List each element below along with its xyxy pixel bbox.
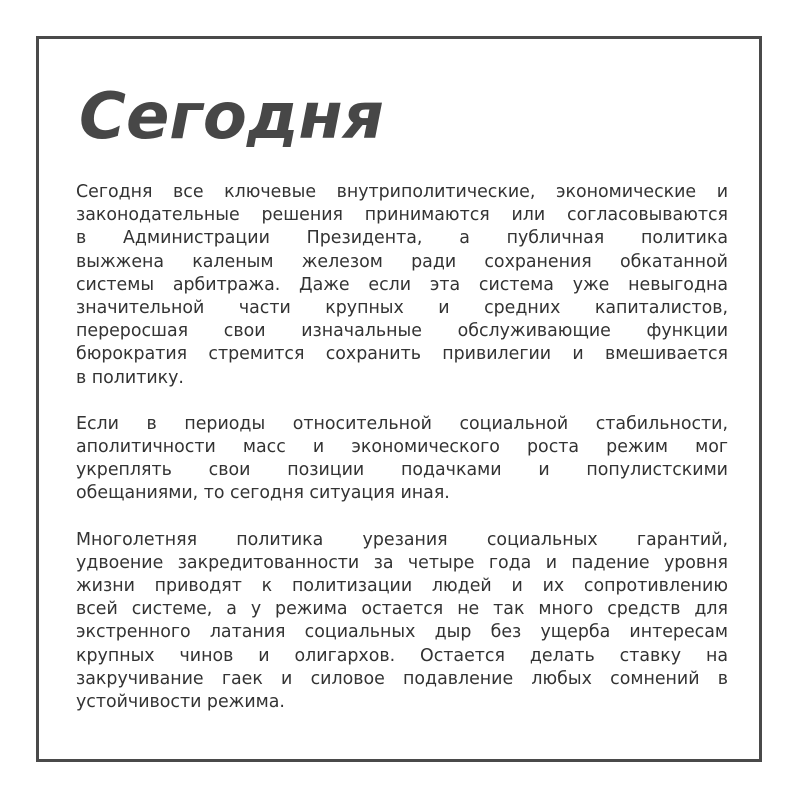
paragraph-3 xyxy=(76,529,728,715)
text-line: закручивание гаек и силовое подавление любых сомнений в xyxy=(76,668,728,689)
text-line: бюрократия стремится сохранить привилегии и вмешивается xyxy=(76,344,728,365)
text-line: крупных чинов и олигархов. Остается делать ставку на xyxy=(76,645,728,666)
text-line: укреплять свои позиции подачками и популистскими xyxy=(76,460,728,481)
page-title: Сегодня xyxy=(79,80,384,154)
text-line: удвоение закредитованности за четыре года и падение уровня xyxy=(76,552,728,573)
text-line: аполитичности масс и экономического роста режим мог xyxy=(76,437,728,458)
text-line: Если в периоды относительной социальной стабильности, xyxy=(76,413,728,434)
text-line: экстренного латания социальных дыр без ущерба интересам xyxy=(76,622,728,643)
text-line: в Администрации Президента, а публичная политика xyxy=(76,228,728,249)
text-line: в политику. xyxy=(76,367,184,388)
text-line: всей системе, а у режима остается не так много средств для xyxy=(76,599,728,620)
text-line: законодательные решения принимаются или согласовываются xyxy=(76,205,728,226)
document-frame xyxy=(36,36,762,762)
text-line: системы арбитража. Даже если эта система уже невыгодна xyxy=(76,274,728,295)
text-line: обещаниями, то сегодня ситуация иная. xyxy=(76,483,450,504)
text-line: значительной части крупных и средних капиталистов, xyxy=(76,298,728,319)
document-body xyxy=(76,181,728,737)
text-line: Многолетняя политика урезания социальных гарантий, xyxy=(76,529,728,550)
text-line: выжжена каленым железом ради сохранения обкатанной xyxy=(76,251,728,272)
text-line: переросшая свои изначальные обслуживающие функции xyxy=(76,321,728,342)
paragraph-2 xyxy=(76,413,728,506)
text-line: Сегодня все ключевые внутриполитические, экономические и xyxy=(76,182,728,202)
text-line: жизни приводят к политизации людей и их сопротивлению xyxy=(76,576,728,597)
paragraph-1 xyxy=(76,181,728,390)
text-line: устойчивости режима. xyxy=(76,692,285,713)
